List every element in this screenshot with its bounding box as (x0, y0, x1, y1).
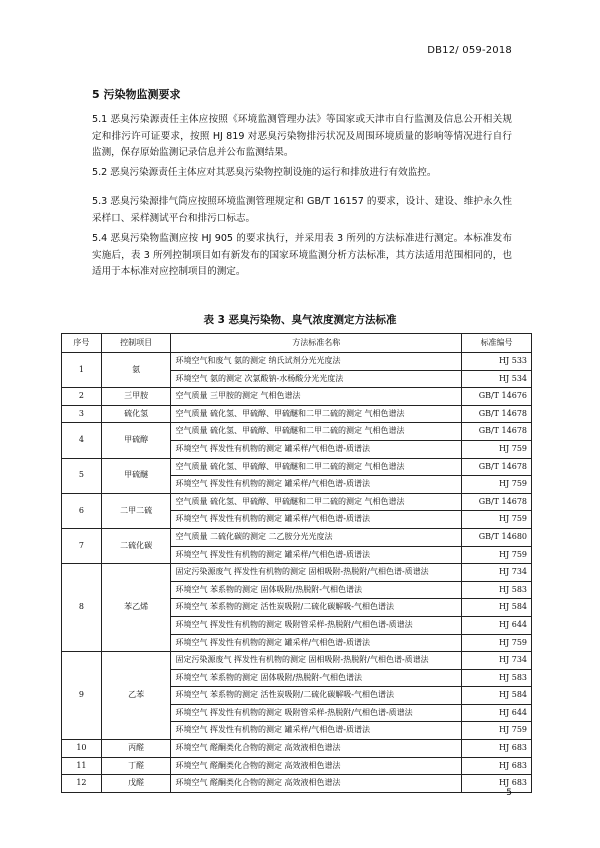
table-body (62, 353, 532, 793)
cell-standard-code: GB/T 14678 (462, 423, 532, 441)
table-row (62, 388, 532, 406)
cell-method-name: 环境空气 挥发性有机物的测定 罐采样/气相色谱-质谱法 (171, 511, 462, 529)
cell-control-item: 甲硫醇 (101, 423, 171, 458)
table-row (62, 740, 532, 758)
cell-standard-code: HJ 683 (462, 740, 532, 758)
cell-no: 9 (62, 652, 102, 740)
cell-standard-code: GB/T 14680 (462, 528, 532, 546)
cell-standard-code: HJ 533 (462, 353, 532, 371)
cell-control-item: 戊醛 (101, 775, 171, 793)
cell-method-name: 空气质量 硫化氢、甲硫醇、甲硫醚和二甲二硫的测定 气相色谱法 (171, 405, 462, 423)
table-header-row (62, 334, 532, 353)
cell-method-name: 空气质量 二硫化碳的测定 二乙胺分光光度法 (171, 528, 462, 546)
cell-no: 3 (62, 405, 102, 423)
table-row (62, 353, 532, 371)
header-no: 序号 (62, 334, 102, 353)
cell-control-item: 甲硫醚 (101, 458, 171, 493)
paragraph-5-2: 5.2 恶臭污染源责任主体应对其恶臭污染物控制设施的运行和排放进行有效监控。 (92, 167, 437, 178)
cell-standard-code: GB/T 14678 (462, 458, 532, 476)
header-code: 标准编号 (462, 334, 532, 353)
document-code: DB12/ 059-2018 (427, 45, 512, 56)
table-row (62, 458, 532, 476)
cell-no: 4 (62, 423, 102, 458)
cell-control-item: 乙苯 (101, 652, 171, 740)
cell-no: 8 (62, 564, 102, 652)
cell-control-item: 丙醛 (101, 740, 171, 758)
cell-method-name: 环境空气和废气 氨的测定 纳氏试剂分光光度法 (171, 353, 462, 371)
cell-no: 10 (62, 740, 102, 758)
cell-standard-code: HJ 534 (462, 370, 532, 388)
cell-method-name: 环境空气 氨的测定 次氯酸钠-水杨酸分光光度法 (171, 370, 462, 388)
cell-standard-code: HJ 584 (462, 687, 532, 705)
paragraph-5-1: 5.1 恶臭污染源责任主体应按照《环境监测管理办法》等国家或天津市自行监测及信息公开相关规定和排污许可证要求，按照 HJ 819 对恶臭污染物排污状况及周围环境质量的影响等情况进行自行监测，保存原始监测记录信息并公布监测结果。 (92, 114, 512, 158)
cell-standard-code: HJ 759 (462, 476, 532, 494)
cell-method-name: 空气质量 硫化氢、甲硫醇、甲硫醚和二甲二硫的测定 气相色谱法 (171, 493, 462, 511)
cell-standard-code: HJ 759 (462, 511, 532, 529)
table-row (62, 493, 532, 511)
cell-standard-code: GB/T 14678 (462, 405, 532, 423)
cell-standard-code: GB/T 14678 (462, 493, 532, 511)
table-row (62, 652, 532, 670)
cell-method-name: 环境空气 挥发性有机物的测定 罐采样/气相色谱-质谱法 (171, 440, 462, 458)
cell-standard-code: HJ 683 (462, 775, 532, 793)
cell-standard-code: HJ 644 (462, 704, 532, 722)
cell-method-name: 环境空气 挥发性有机物的测定 罐采样/气相色谱-质谱法 (171, 634, 462, 652)
header-item: 控制项目 (101, 334, 171, 353)
table-row (62, 564, 532, 582)
cell-method-name: 环境空气 挥发性有机物的测定 吸附管采样-热脱附/气相色谱-质谱法 (171, 704, 462, 722)
cell-standard-code: HJ 583 (462, 669, 532, 687)
page-number: 5 (506, 788, 512, 798)
cell-standard-code: HJ 584 (462, 599, 532, 617)
cell-standard-code: HJ 759 (462, 440, 532, 458)
cell-no: 2 (62, 388, 102, 406)
cell-no: 7 (62, 528, 102, 563)
cell-control-item: 丁醛 (101, 757, 171, 775)
cell-standard-code: HJ 759 (462, 634, 532, 652)
cell-method-name: 空气质量 硫化氢、甲硫醇、甲硫醚和二甲二硫的测定 气相色谱法 (171, 423, 462, 441)
cell-method-name: 环境空气 苯系物的测定 固体吸附/热脱附-气相色谱法 (171, 581, 462, 599)
paragraph-5-3: 5.3 恶臭污染源排气筒应按照环境监测管理规定和 GB/T 16157 的要求，设计、建设、维护永久性采样口、采样测试平台和排污口标志。 (92, 196, 512, 224)
cell-method-name: 环境空气 醛酮类化合物的测定 高效液相色谱法 (171, 757, 462, 775)
table-row (62, 405, 532, 423)
cell-standard-code: HJ 734 (462, 652, 532, 670)
cell-standard-code: GB/T 14676 (462, 388, 532, 406)
cell-method-name: 环境空气 苯系物的测定 活性炭吸附/二硫化碳解吸-气相色谱法 (171, 599, 462, 617)
methods-table (61, 333, 532, 793)
cell-method-name: 环境空气 醛酮类化合物的测定 高效液相色谱法 (171, 740, 462, 758)
cell-method-name: 环境空气 挥发性有机物的测定 吸附管采样-热脱附/气相色谱-质谱法 (171, 616, 462, 634)
cell-standard-code: HJ 759 (462, 722, 532, 740)
cell-control-item: 三甲胺 (101, 388, 171, 406)
cell-method-name: 环境空气 苯系物的测定 固体吸附/热脱附-气相色谱法 (171, 669, 462, 687)
cell-standard-code: HJ 683 (462, 757, 532, 775)
table-row (62, 528, 532, 546)
cell-no: 6 (62, 493, 102, 528)
cell-method-name: 环境空气 挥发性有机物的测定 罐采样/气相色谱-质谱法 (171, 722, 462, 740)
cell-no: 5 (62, 458, 102, 493)
cell-standard-code: HJ 759 (462, 546, 532, 564)
cell-method-name: 固定污染源废气 挥发性有机物的测定 固相吸附-热脱附/气相色谱-质谱法 (171, 652, 462, 670)
cell-method-name: 环境空气 挥发性有机物的测定 罐采样/气相色谱-质谱法 (171, 546, 462, 564)
cell-method-name: 空气质量 硫化氢、甲硫醇、甲硫醚和二甲二硫的测定 气相色谱法 (171, 458, 462, 476)
table-title: 表 3 恶臭污染物、臭气浓度测定方法标准 (203, 314, 397, 326)
cell-no: 11 (62, 757, 102, 775)
cell-method-name: 环境空气 挥发性有机物的测定 罐采样/气相色谱-质谱法 (171, 476, 462, 494)
cell-method-name: 环境空气 醛酮类化合物的测定 高效液相色谱法 (171, 775, 462, 793)
cell-method-name: 环境空气 苯系物的测定 活性炭吸附/二硫化碳解吸-气相色谱法 (171, 687, 462, 705)
header-method: 方法标准名称 (171, 334, 462, 353)
cell-no: 12 (62, 775, 102, 793)
table-row (62, 775, 532, 793)
section-title: 5 污染物监测要求 (92, 88, 181, 101)
cell-no: 1 (62, 353, 102, 388)
cell-control-item: 二硫化碳 (101, 528, 171, 563)
cell-control-item: 硫化氢 (101, 405, 171, 423)
cell-standard-code: HJ 583 (462, 581, 532, 599)
cell-control-item: 二甲二硫 (101, 493, 171, 528)
cell-method-name: 空气质量 三甲胺的测定 气相色谱法 (171, 388, 462, 406)
paragraph-5-4: 5.4 恶臭污染物监测应按 HJ 905 的要求执行，并采用表 3 所列的方法标准进行测定。本标准发布实施后，表 3 所列控制项目如有新发布的国家环境监测分析方法标准，其方法适用范围相同的，也适用于本标准对应控制项目的测定。 (92, 233, 512, 277)
cell-control-item: 苯乙烯 (101, 564, 171, 652)
cell-standard-code: HJ 644 (462, 616, 532, 634)
cell-control-item: 氨 (101, 353, 171, 388)
table-row (62, 757, 532, 775)
cell-standard-code: HJ 734 (462, 564, 532, 582)
cell-method-name: 固定污染源废气 挥发性有机物的测定 固相吸附-热脱附/气相色谱-质谱法 (171, 564, 462, 582)
table-row (62, 423, 532, 441)
